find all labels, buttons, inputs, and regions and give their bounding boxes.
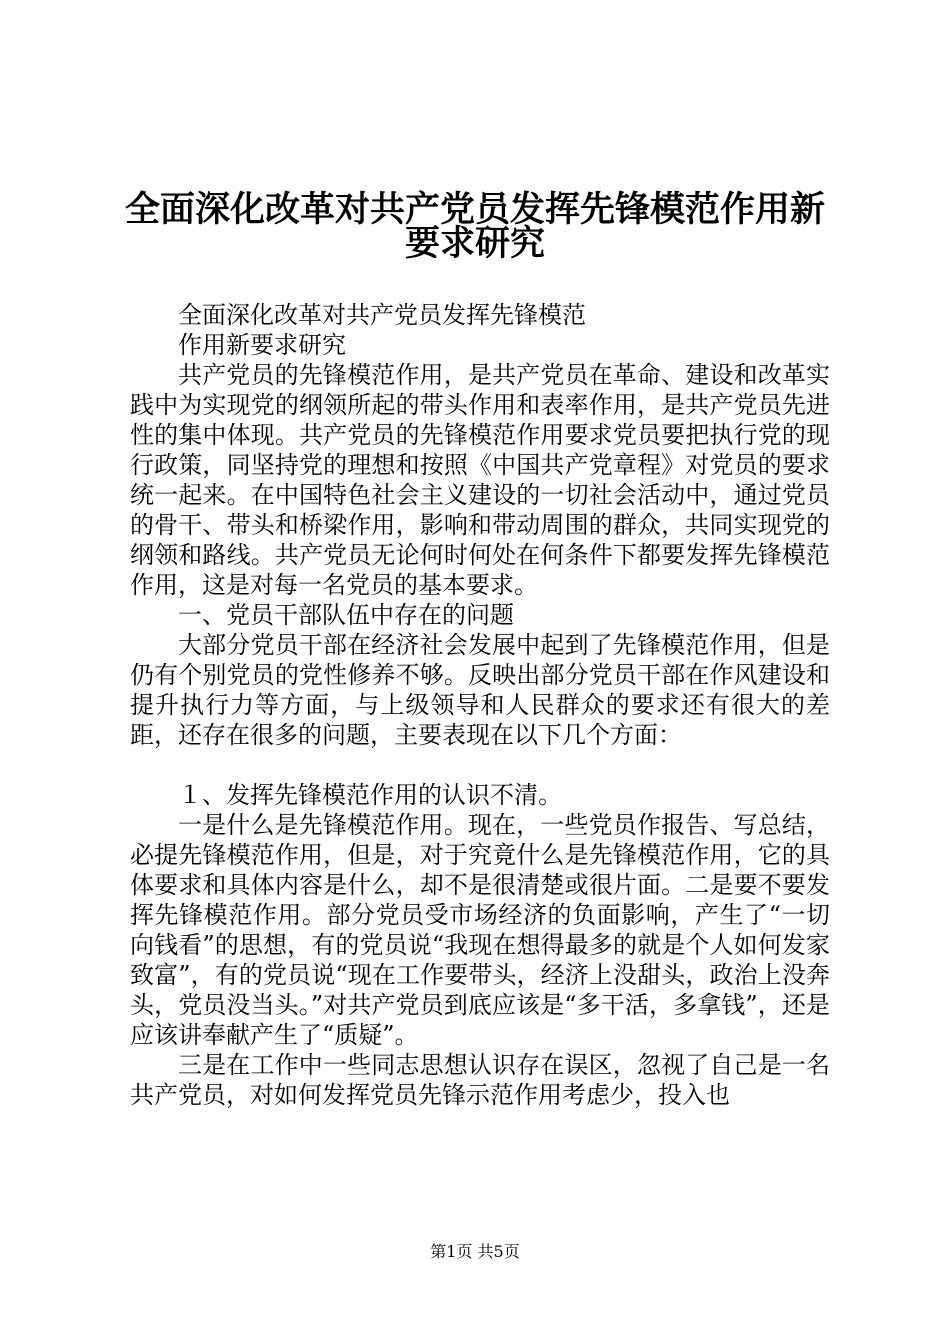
paragraph-subtitle-2: 作用新要求研究	[178, 331, 346, 359]
paragraph-subtitle-1: 全面深化改革对共产党员发挥先锋模范	[178, 301, 586, 329]
document-body	[130, 300, 830, 1110]
page-number-footer: 第1页 共5页	[430, 1242, 520, 1261]
paragraph-problems: 大部分党员干部在经济社会发展中起到了先锋模范作用，但是仍有个别党员的党性修养不够。反映出部分党员干部在作风建设和提升执行力等方面，与上级领导和人民群众的要求还有很大的差距，还存在很多的问题，主要表现在以下几个方面：	[130, 631, 830, 749]
paragraph-point-1-2: 一是什么是先锋模范作用。现在，一些党员作报告、写总结，必提先锋模范作用，但是，对于究竟什么是先锋模范作用，它的具体要求和具体内容是什么，却不是很清楚或很片面。二是要不要发挥先锋模范作用。部分党员受市场经济的负面影响，产生了“一切向钱看”的思想，有的党员说“我现在想得最多的就是个人如何发家致富”，有的党员说“现在工作要带头，经济上没甜头，政治上没奔头，党员没当头。”对共产党员到底应该是“多干活，多拿钱”，还是应该讲奉献产生了“质疑”。	[130, 811, 830, 1049]
subsection-heading-1: １、发挥先锋模范作用的认识不清。	[178, 781, 562, 809]
paragraph-point-3: 三是在工作中一些同志思想认识存在误区，忽视了自己是一名共产党员，对如何发挥党员先锋示范作用考虑少，投入也	[130, 1051, 830, 1109]
paragraph-intro: 共产党员的先锋模范作用，是共产党员在革命、建设和改革实践中为实现党的纲领所起的带头作用和表率作用，是共产党员先进性的集中体现。共产党员的先锋模范作用要求党员要把执行党的现行政策，同坚持党的理想和按照《中国共产党章程》对党员的要求统一起来。在中国特色社会主义建设的一切社会活动中，通过党员的骨干、带头和桥梁作用，影响和带动周围的群众，共同实现党的纲领和路线。共产党员无论何时何处在何条件下都要发挥先锋模范作用，这是对每一名党员的基本要求。	[130, 361, 830, 599]
section-heading-1: 一、党员干部队伍中存在的问题	[178, 601, 514, 629]
document-title-line-2: 要求研究	[404, 223, 545, 264]
document-title-line-1: 全面深化改革对共产党员发挥先锋模范作用新	[124, 189, 825, 230]
